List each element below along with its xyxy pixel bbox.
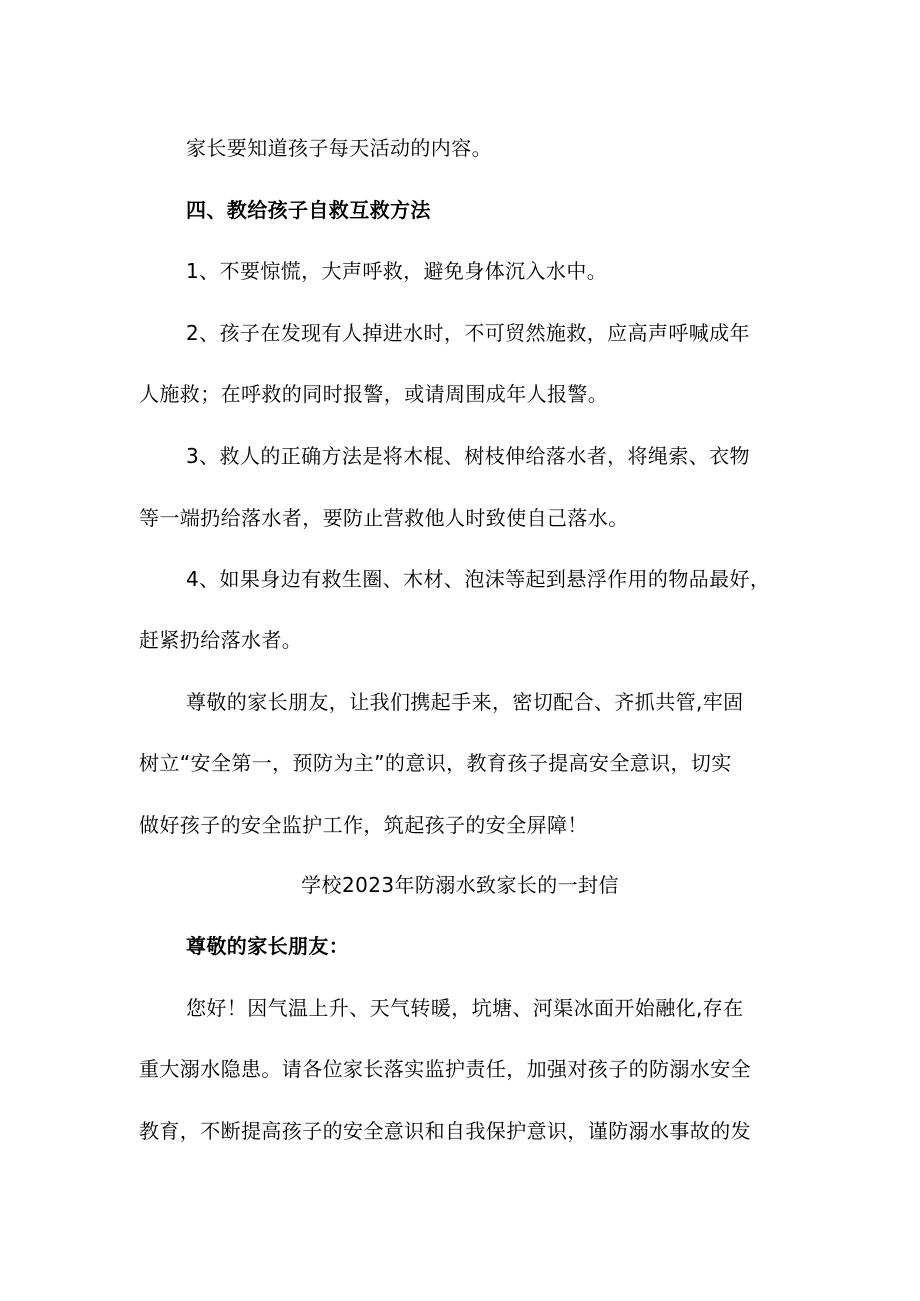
list-item-1: 1、不要惊慌，大声呼救，避免身体沉入水中。	[186, 259, 608, 283]
letter-body-line-3: 教育，不断提高孩子的安全意识和自我保护意识，谨防溺水事故的发	[139, 1119, 751, 1143]
closing-paragraph-line-2: 树立“安全第一，预防为主”的意识，教育孩子提高安全意识，切实	[139, 751, 732, 775]
closing-paragraph-line-1: 尊敬的家长朋友，让我们携起手来，密切配合、齐抓共管,牢固	[186, 690, 744, 714]
list-item-4-line-2: 赶紧扔给落水者。	[139, 628, 303, 652]
letter-salutation: 尊敬的家长朋友：	[186, 934, 350, 958]
list-item-3-line-1: 3、救人的正确方法是将木棍、树枝伸给落水者，将绳索、衣物	[186, 444, 750, 468]
list-item-3-line-2: 等一端扔给落水者，要防止营救他人时致使自己落水。	[139, 506, 629, 530]
letter-body-line-1: 您好！因气温上升、天气转暖，坑塘、河渠冰面开始融化,存在	[186, 996, 744, 1020]
letter-title: 学校2023年防溺水致家长的一封信	[301, 873, 619, 897]
list-item-2-line-2: 人施救；在呼救的同时报警，或请周围成年人报警。	[139, 382, 609, 406]
closing-paragraph-line-3: 做好孩子的安全监护工作，筑起孩子的安全屏障！	[139, 813, 588, 837]
paragraph-line: 家长要知道孩子每天活动的内容。	[186, 136, 492, 160]
list-item-2-line-1: 2、孩子在发现有人掉进水时，不可贸然施救，应高声呼喊成年	[186, 321, 750, 345]
letter-body-line-2: 重大溺水隐患。请各位家长落实监护责任，加强对孩子的防溺水安全	[139, 1057, 751, 1081]
list-item-4-line-1: 4、如果身边有救生圈、木材、泡沫等起到悬浮作用的物品最好，	[186, 567, 771, 591]
section-heading: 四、教给孩子自救互救方法	[186, 198, 431, 222]
